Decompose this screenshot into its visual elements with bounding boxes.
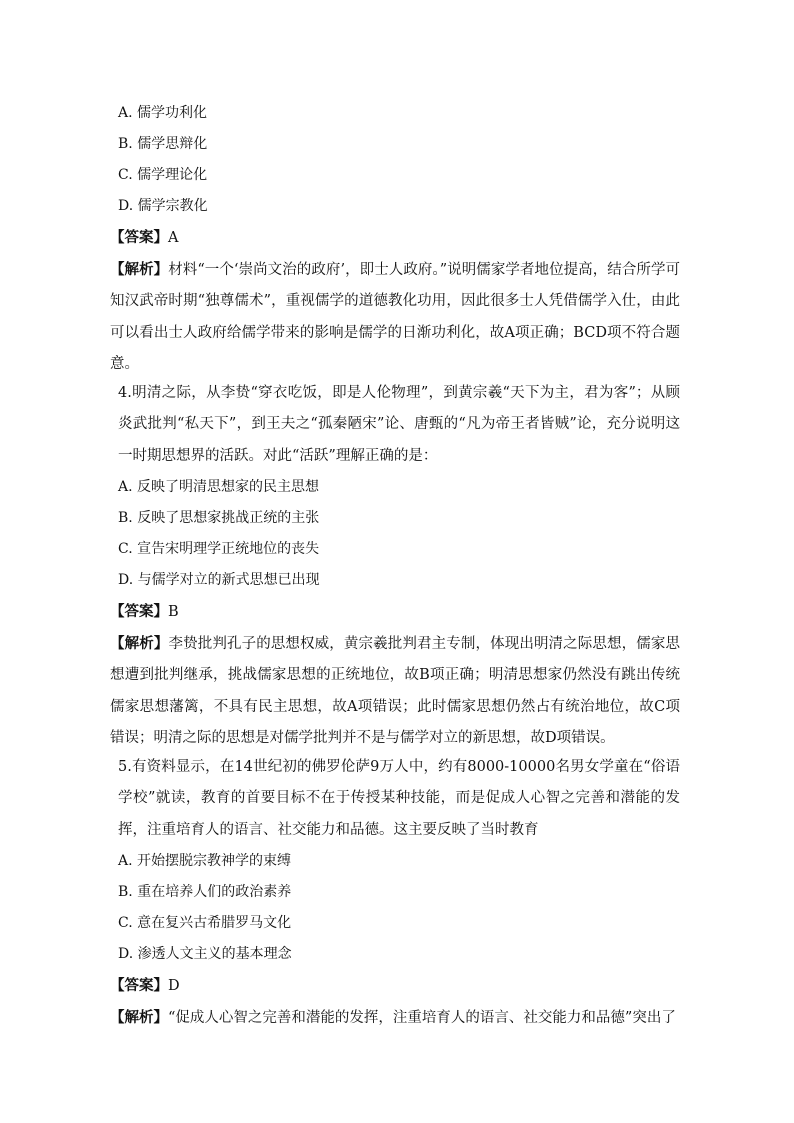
answer-tag: 【答案】 <box>110 229 168 246</box>
answer-tag: 【答案】 <box>110 977 168 994</box>
q4-option-a: A. 反映了明清思想家的民主思想 <box>118 479 320 495</box>
answer-value: A <box>168 230 179 246</box>
q5-option-d: D. 渗透人文主义的基本理念 <box>118 946 292 962</box>
analysis-text: 李贽批判孔子的思想权威，黄宗羲批判君主专制，体现出明清之际思想，儒家思想遭到批判继承，挑战儒家思想的正统地位，故B项正确；明清思想家仍然没有跳出传统儒家思想藩篱，不具有民主思想，故A项错误；此时儒家思想仍然占有统治地位，故C项错误；明清之际的思想是对儒学批判并不是与儒学对立的新思想，故D项错误。 <box>110 636 681 746</box>
q3-answer <box>110 228 178 248</box>
q5-option-a: A. 开始摆脱宗教神学的束缚 <box>118 853 292 869</box>
q5-stem: 5.有资料显示，在14世纪初的佛罗伦萨9万人中，约有8000-10000名男女学童在“俗语学校”就读，教育的首要目标不在于传授某种技能，而是促成人心智之完善和潜能的发挥，注重培育人的语言、社交能力和品德。这主要反映了当时教育 <box>118 759 680 838</box>
analysis-text: “促成人心智之完善和潜能的发挥，注重培育人的语言、社交能力和品德”突出了 <box>168 1010 676 1026</box>
q4-answer <box>110 602 179 622</box>
q3-option-a: A. 儒学功利化 <box>118 105 208 121</box>
q4-stem: 4.明清之际，从李贽“穿衣吃饭，即是人伦物理”，到黄宗羲“天下为主，君为客”；从顾炎武批判“私天下”，到王夫之“孤秦陋宋”论、唐甄的“凡为帝王者皆贼”论，充分说明这一时期思想界的活跃。对此“活跃”理解正确的是： <box>118 385 680 464</box>
answer-value: B <box>168 604 179 620</box>
analysis-tag: 【解析】 <box>110 635 169 652</box>
q5-answer <box>110 976 180 996</box>
q3-option-d: D. 儒学宗教化 <box>118 198 208 214</box>
analysis-tag: 【解析】 <box>110 1009 168 1026</box>
q4-analysis <box>110 628 680 754</box>
answer-value: D <box>168 978 180 994</box>
q4-option-d: D. 与儒学对立的新式思想已出现 <box>118 572 320 588</box>
q5-option-b: B. 重在培养人们的政治素养 <box>118 884 292 900</box>
q3-option-b: B. 儒学思辩化 <box>118 136 208 152</box>
analysis-text: 材料“一个‘崇尚文治的政府’，即士人政府。”说明儒家学者地位提高，结合所学可知汉武帝时期“独尊儒术”，重视儒学的道德教化功用，因此很多士人凭借儒学入仕，由此可以看出士人政府给儒学带来的影响是儒学的日渐功利化，故A项正确；BCD项不符合题意。 <box>110 262 680 372</box>
q3-option-c: C. 儒学理论化 <box>118 167 208 183</box>
q5-analysis <box>110 1002 680 1034</box>
answer-tag: 【答案】 <box>110 603 168 620</box>
analysis-tag: 【解析】 <box>110 261 169 278</box>
q5-option-c: C. 意在复兴古希腊罗马文化 <box>118 915 292 931</box>
q4-option-c: C. 宣告宋明理学正统地位的丧失 <box>118 541 320 557</box>
q4-option-b: B. 反映了思想家挑战正统的主张 <box>118 510 320 526</box>
q3-analysis <box>110 254 680 380</box>
